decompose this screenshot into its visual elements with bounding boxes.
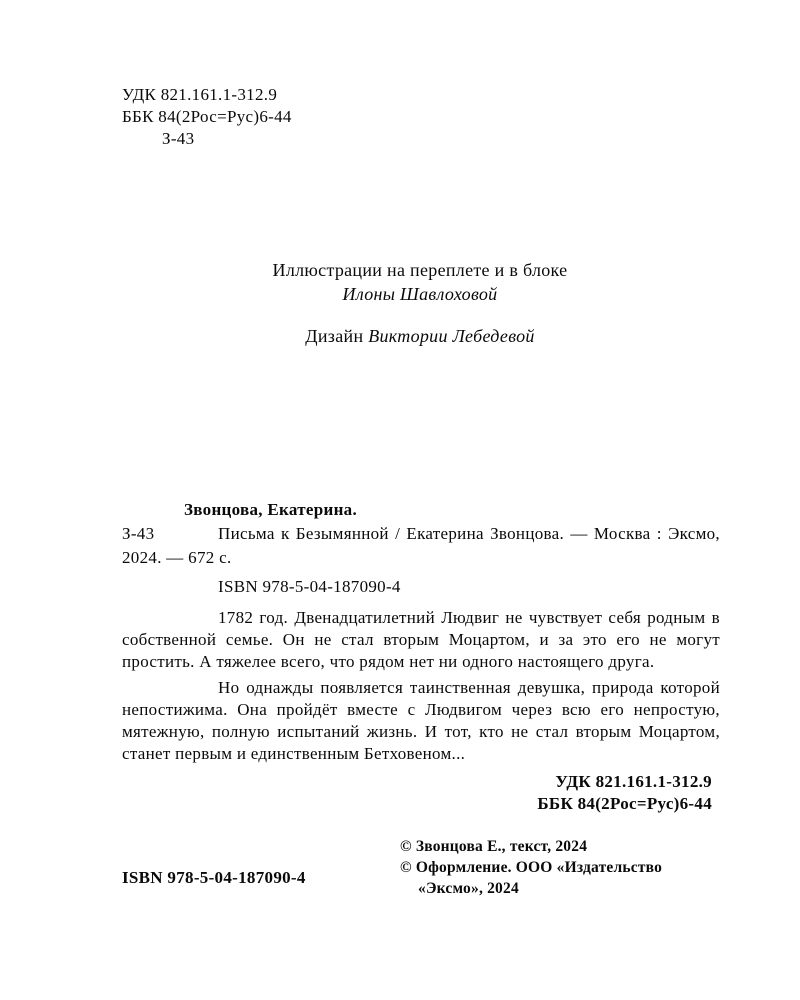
design-label: Дизайн [305, 326, 364, 346]
catalog-entry-line: Письма к Безымянной / Екатерина Звонцова. — Москва : Эксмо, 2024. — 672 с. [122, 524, 720, 567]
bbk-right-line: ББК 84(2Рос=Рус)6-44 [537, 794, 712, 813]
designer-name: Виктории Лебедевой [368, 326, 535, 346]
udk-top-line: УДК 821.161.1-312.9 [122, 85, 278, 104]
catalog-author: Звонцова, Екатерина. [184, 500, 358, 519]
catalog-entry-wrap [122, 522, 720, 570]
author-sign-code-entry: З-43 [122, 524, 155, 543]
catalog-isbn: ISBN 978-5-04-187090-4 [218, 577, 401, 596]
bbk-top-line: ББК 84(2Рос=Рус)6-44 [122, 107, 292, 126]
copyright-design-line: © Оформление. ООО «Издательство «Эксмо», 2024 [400, 859, 663, 897]
illustrations-credit-line: Иллюстрации на переплете и в блоке [272, 260, 568, 280]
copyright-text-line: © Звонцова Е., текст, 2024 [400, 838, 588, 855]
top-codes-block [122, 84, 292, 150]
design-credit-line [120, 324, 720, 348]
credits-block [120, 258, 720, 348]
udk-right-line: УДК 821.161.1-312.9 [555, 772, 712, 791]
copyright-block [400, 836, 690, 899]
footer-isbn: ISBN 978-5-04-187090-4 [122, 868, 306, 887]
codes-right-block [122, 771, 720, 815]
illustrator-name: Илоны Шавлоховой [342, 284, 498, 304]
catalog-card-block [122, 498, 720, 815]
annotation-paragraph-2: Но однажды появляется таинственная девушка, природа которой непостижима. Она пройдёт вместе с Людвигом через всю его непростую, мятежную, полную испытаний жизнь. И тот, кто не стал вторым Моцартом, станет первым и единственным Бетховеном... [122, 678, 720, 763]
author-sign-code-top: З-43 [162, 129, 195, 148]
annotation-paragraph-1: 1782 год. Двенадцатилетний Людвиг не чувствует себя родным в собственной семье. Он не стал вторым Моцартом, и за это его не могут простить. А тяжелее всего, что рядом нет ни одного настоящего друга. [122, 608, 720, 671]
